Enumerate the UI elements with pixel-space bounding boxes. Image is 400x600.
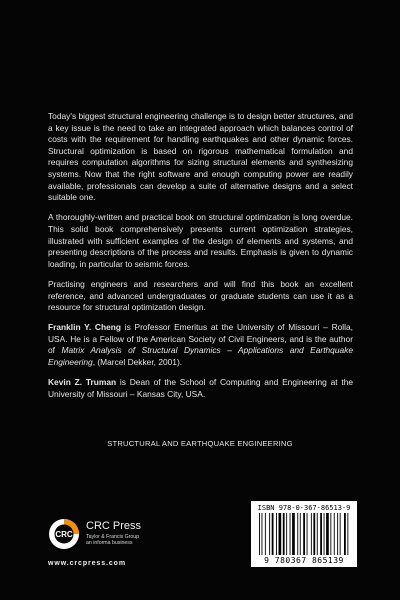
- barcode-bar: [320, 513, 322, 555]
- barcode-bar: [303, 513, 305, 555]
- blurb-paragraph-1: Today's biggest structural engineering challenge is to design better structures, and a key issue is the need to take an integrated approach which balances control of costs with the requirement for handling earthquakes and other dynamic forces. Structural optimization is based on rigorous mathematical formulation and requires computation algorithms for sizing structural elements and synthesizing systems. Now that the right software and enough computing power are readily available, professionals can develop a suite of alternative designs and a select suitable one.: [48, 111, 353, 203]
- barcode-bar: [307, 513, 308, 555]
- back-cover-blurb: [48, 111, 353, 409]
- barcode-bar: [337, 513, 338, 555]
- crc-logo-icon: [48, 518, 80, 550]
- author-bio-1-text-a: is Professor Emeritus at the University of Missouri – Rolla, USA. He is a Fellow of the American Society of Civil Engineers, and is the author of: [48, 322, 353, 356]
- publisher-subtitle-line-2: an informa business: [86, 540, 133, 547]
- barcode-bar: [283, 513, 285, 555]
- barcode-bar: [334, 513, 335, 555]
- isbn-barcode: [251, 501, 357, 567]
- author-bio-2-text: is Dean of the School of Computing and Engineering at the University of Missouri – Kansas City, USA.: [48, 377, 354, 399]
- barcode-bar: [269, 513, 270, 555]
- publisher-logo: [48, 518, 178, 568]
- barcode-digits: 9 780367 865139: [264, 556, 344, 565]
- barcode-bar: [324, 513, 325, 555]
- barcode-bar: [279, 513, 282, 555]
- barcode-bar: [330, 513, 331, 555]
- publisher-website: www.crcpress.com: [48, 560, 126, 567]
- barcode-bar: [344, 513, 346, 555]
- author-bio-1: [48, 322, 353, 368]
- author-name-1: Franklin Y. Cheng: [48, 322, 121, 333]
- barcode-bar: [292, 513, 295, 555]
- blurb-paragraph-2: A thoroughly-written and practical book on structural optimization is long overdue. This solid book comprehensively presents current optimization strategies, illustrated with sufficient examples of the design of elements and systems, and presenting descriptions of the process and results. Emphasis is given to dynamic loading, in particular to seismic forces.: [48, 212, 353, 269]
- barcode-bar: [290, 513, 291, 555]
- barcode-bar: [265, 513, 266, 555]
- author-bio-1-text-b: , (Marcel Dekker, 2001).: [92, 357, 183, 368]
- isbn-number: ISBN 978-0-367-86513-9: [257, 504, 351, 512]
- author-bio-2: [48, 377, 353, 400]
- barcode-bar: [317, 513, 318, 555]
- barcode-bar: [286, 513, 287, 555]
- series-label: STRUCTURAL AND EARTHQUAKE ENGINEERING: [107, 439, 293, 448]
- barcode-bar: [340, 513, 341, 555]
- barcode-bar: [347, 513, 348, 555]
- barcode-bar: [311, 513, 312, 555]
- barcode-bar: [300, 513, 301, 555]
- barcode-bar: [276, 513, 277, 555]
- author-name-2: Kevin Z. Truman: [48, 377, 117, 388]
- barcode-bar: [326, 513, 329, 555]
- crc-mark-text: CRC: [55, 530, 73, 539]
- blurb-paragraph-3: Practising engineers and researchers and will find this book an excellent reference, and advanced undergraduates or graduate students can use it as a resource for structural optimization design.: [48, 278, 353, 313]
- publisher-subtitle: [86, 534, 139, 547]
- barcode-bar: [272, 513, 274, 555]
- barcode-bar: [313, 513, 315, 555]
- barcode-bar: [297, 513, 298, 555]
- barcode-bar: [262, 513, 263, 555]
- publisher-subtitle-line-1: Taylor & Francis Group: [86, 534, 140, 540]
- publisher-name: CRC Press: [86, 520, 142, 532]
- barcode-bar: [259, 513, 260, 555]
- author-book-title: Matrix Analysis of Structural Dynamics – Applications and Earthquake Engineering: [48, 345, 353, 368]
- barcode-bars: [259, 513, 351, 555]
